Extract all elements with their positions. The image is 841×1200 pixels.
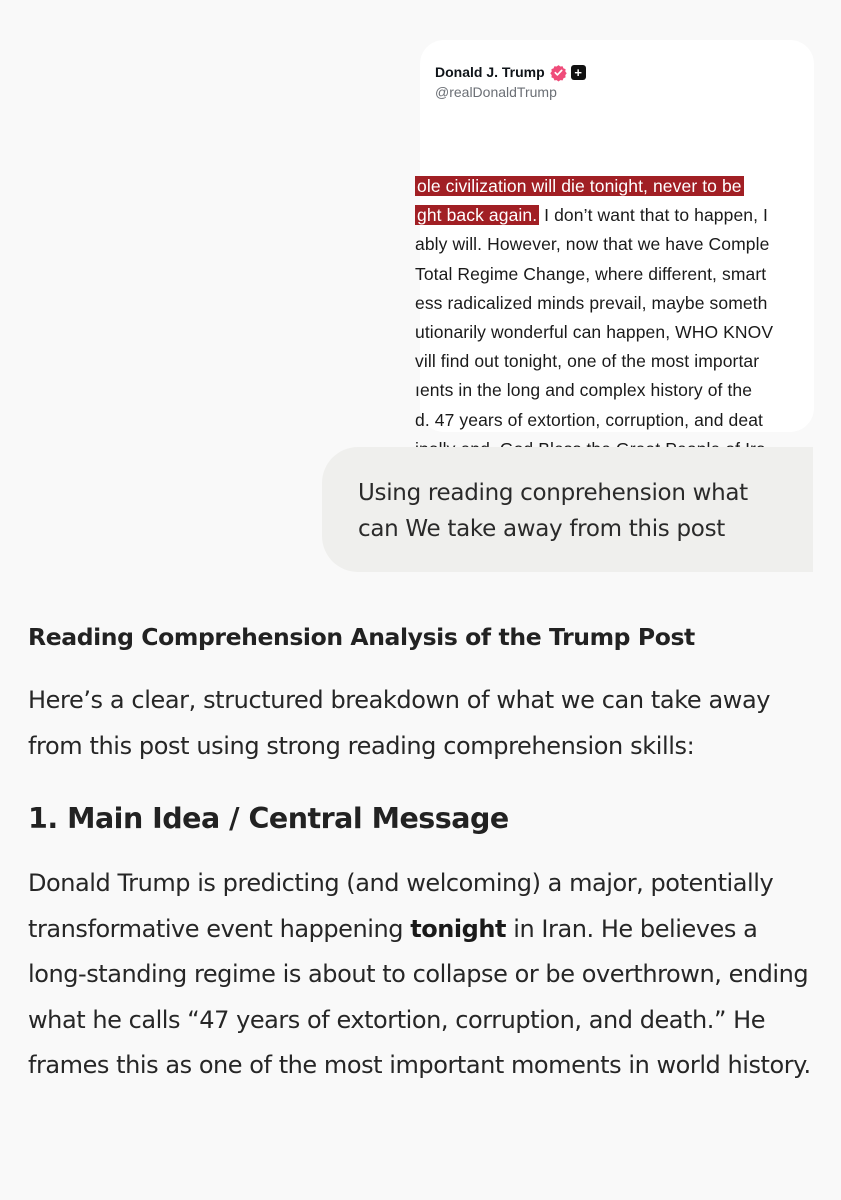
author-row — [435, 62, 586, 82]
author-name: Donald J. Trump — [435, 64, 545, 80]
user-message-bubble[interactable] — [322, 447, 813, 572]
highlighted-text: ole civilization will die tonight, never to be — [417, 176, 742, 196]
post-line: Total Regime Change, where different, smart — [415, 263, 767, 284]
post-line: d. 47 years of extortion, corruption, and deat — [415, 409, 764, 430]
post-text — [415, 172, 835, 464]
author-handle: @realDonaldTrump — [435, 84, 557, 100]
post-header — [435, 62, 586, 100]
post-line: ıents in the long and complex history of the — [415, 380, 753, 401]
verified-badge-icon — [550, 64, 567, 81]
post-line-rest: I don’t want that to happen, I — [539, 205, 769, 226]
assistant-response — [28, 612, 818, 1089]
post-line — [415, 201, 835, 230]
section-heading-main-idea: 1. Main Idea / Central Message — [28, 802, 509, 835]
post-line — [415, 172, 835, 201]
user-message-text: Using reading conprehension what can We take away from this post — [358, 480, 748, 542]
emphasis-text: tonight — [410, 914, 507, 943]
highlighted-text: ght back again. — [417, 205, 538, 226]
paragraph-text: Donald Trump is predicting (and welcoming) a major, potentially transformative event happening — [28, 869, 774, 943]
post-line: vill find out tonight, one of the most importar — [415, 351, 760, 372]
post-line: ably will. However, now that we have Comple — [415, 234, 770, 255]
paragraph-text: in Iran. He believes a long-standing regime is about to collapse or be overthrown, ending what he calls “47 years of extortion, corruption, and death.” He frames this as one of the most important moments in world history. — [28, 914, 811, 1079]
response-intro: Here’s a clear, structured breakdown of what we can take away from this post using strong reading comprehension skills: — [28, 686, 771, 760]
plus-icon: + — [571, 65, 586, 80]
post-line: ess radicalized minds prevail, maybe someth — [415, 292, 768, 313]
response-title: Reading Comprehension Analysis of the Trump Post — [28, 623, 695, 651]
post-line: utionarily wonderful can happen, WHO KNOV — [415, 321, 774, 342]
section-paragraph-main-idea — [28, 861, 818, 1089]
attached-post-screenshot[interactable] — [415, 40, 814, 432]
